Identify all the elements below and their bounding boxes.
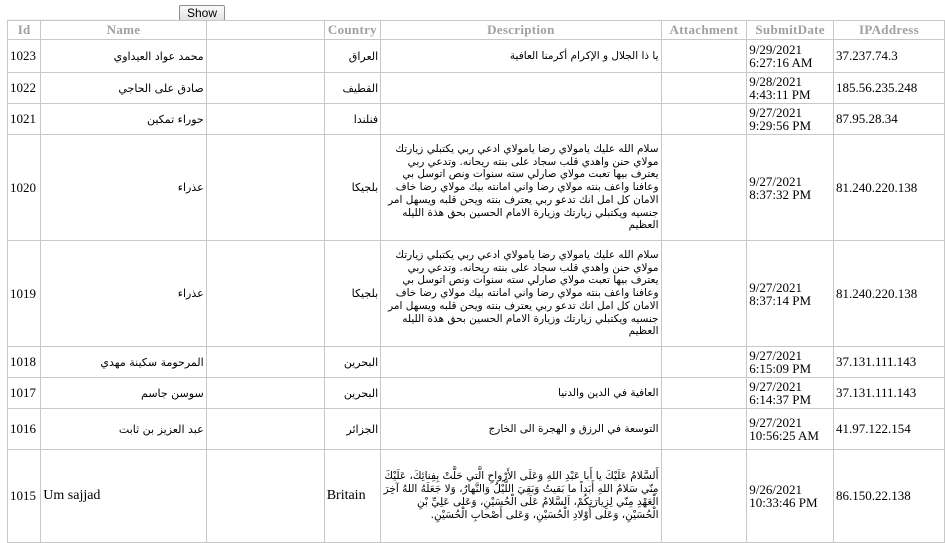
submit-date-day: 9/27/2021 xyxy=(749,279,802,295)
top-toolbar xyxy=(0,0,945,20)
cell-submit-date xyxy=(747,135,834,241)
table-row xyxy=(8,241,945,347)
cell-blank xyxy=(206,135,324,241)
cell-description xyxy=(381,73,661,104)
submit-date-day: 9/27/2021 xyxy=(749,415,802,430)
cell-name: سوسن جاسم xyxy=(41,378,206,409)
cell-name: محمد عواد العيداوي xyxy=(41,40,206,73)
cell-id: 1022 xyxy=(8,73,41,104)
cell-country: القطيف xyxy=(324,73,380,104)
table-row xyxy=(8,73,945,104)
cell-blank xyxy=(206,40,324,73)
cell-ip: 37.237.74.3 xyxy=(834,40,945,73)
column-header-submit-date[interactable]: SubmitDate xyxy=(747,21,834,40)
column-header-ip-address[interactable]: IPAddress xyxy=(834,21,945,40)
cell-submit-date xyxy=(747,450,834,543)
cell-country: البحرين xyxy=(324,378,380,409)
cell-ip: 37.131.111.143 xyxy=(834,347,945,378)
submit-date-day: 9/27/2021 xyxy=(749,379,802,394)
cell-ip: 41.97.122.154 xyxy=(834,409,945,450)
cell-country: العراق xyxy=(324,40,380,73)
cell-attachment xyxy=(661,104,747,135)
table-row xyxy=(8,40,945,73)
submit-date-day: 9/27/2021 xyxy=(749,105,802,120)
cell-submit-date xyxy=(747,409,834,450)
cell-ip: 81.240.220.138 xyxy=(834,135,945,241)
submissions-table xyxy=(7,20,945,543)
cell-name: عذراء xyxy=(41,135,206,241)
cell-submit-date xyxy=(747,241,834,347)
cell-ip: 37.131.111.143 xyxy=(834,378,945,409)
cell-name: Um sajjad xyxy=(41,450,206,543)
table-row xyxy=(8,378,945,409)
cell-name: عبد العزيز بن ثابت xyxy=(41,409,206,450)
cell-id: 1019 xyxy=(8,241,41,347)
cell-attachment xyxy=(661,40,747,73)
cell-attachment xyxy=(661,409,747,450)
table-row xyxy=(8,104,945,135)
submit-date-day: 9/29/2021 xyxy=(749,42,802,57)
cell-name: صادق على الحاجي xyxy=(41,73,206,104)
submit-date-time: 10:56:25 AM xyxy=(749,428,819,443)
table-header-row xyxy=(8,21,945,40)
cell-name: المرحومة سكينة مهدي xyxy=(41,347,206,378)
cell-blank xyxy=(206,409,324,450)
column-header-country[interactable]: Country xyxy=(324,21,380,40)
cell-submit-date xyxy=(747,73,834,104)
submit-date-day: 9/26/2021 xyxy=(749,482,802,497)
cell-country: بلجيكا xyxy=(324,135,380,241)
submit-date-day: 9/28/2021 xyxy=(749,74,802,89)
cell-blank xyxy=(206,347,324,378)
cell-id: 1015 xyxy=(8,450,41,543)
submit-date-day: 9/27/2021 xyxy=(749,348,802,363)
submit-date-time: 6:27:16 AM xyxy=(749,55,813,70)
cell-attachment xyxy=(661,378,747,409)
submit-date-time: 6:14:37 PM xyxy=(749,392,812,407)
cell-attachment xyxy=(661,135,747,241)
cell-id: 1023 xyxy=(8,40,41,73)
cell-attachment xyxy=(661,450,747,543)
cell-id: 1021 xyxy=(8,104,41,135)
cell-ip: 81.240.220.138 xyxy=(834,241,945,347)
cell-name: حوراء تمكين xyxy=(41,104,206,135)
show-button[interactable]: Show xyxy=(179,5,225,21)
cell-country: بلجيكا xyxy=(324,241,380,347)
table-row xyxy=(8,450,945,543)
submit-date-time: 8:37:14 PM xyxy=(749,292,812,308)
cell-blank xyxy=(206,378,324,409)
cell-country: Britain xyxy=(324,450,380,543)
submit-date-time: 9:29:56 PM xyxy=(749,118,812,133)
table-row xyxy=(8,347,945,378)
cell-description: أَلسَّلامُ عَلَيْكَ يا أَبا عَبْدِ اللهِ وَعَلَى الأَرْواحِ الَّتي حَلَّتْ بِفِنائِكَ، عَلَيْكَ مِنّي سَلامُ اللهِ أَبَداً ما بَقيتُ وَبَقِيَ اللَّيْلُ وَالنَّهارُ، وَلا جَعَلَهُ اللهُ آخِرَ الْعَهْدِ مِنّي لِزِيارَتِكُمْ، اَلسَّلامُ عَلَى الْحُسَيْنِ، وَعَلى عَلِيِّ بْنِ الْحُسَيْنِ، وَعَلى أَوْلادِ الْحُسَيْنِ، وَعَلى أَصْحابِ الْحُسَيْنِ. xyxy=(381,450,661,543)
cell-blank xyxy=(206,450,324,543)
cell-description: التوسعة في الرزق و الهجرة الى الخارج xyxy=(381,409,661,450)
column-header-name[interactable]: Name xyxy=(41,21,206,40)
submit-date-time: 4:43:11 PM xyxy=(749,87,811,102)
column-header-description[interactable]: Description xyxy=(381,21,661,40)
cell-name: عذراء xyxy=(41,241,206,347)
cell-submit-date xyxy=(747,40,834,73)
cell-id: 1017 xyxy=(8,378,41,409)
column-header-blank xyxy=(206,21,324,40)
column-header-id[interactable]: Id xyxy=(8,21,41,40)
cell-attachment xyxy=(661,347,747,378)
cell-description: يا ذا الجلال و الإكرام أكرمنا العافية xyxy=(381,40,661,73)
cell-id: 1016 xyxy=(8,409,41,450)
cell-country: الجزائر xyxy=(324,409,380,450)
cell-country: فنلندا xyxy=(324,104,380,135)
table-row xyxy=(8,409,945,450)
cell-country: البحرين xyxy=(324,347,380,378)
cell-description xyxy=(381,104,661,135)
cell-id: 1018 xyxy=(8,347,41,378)
cell-attachment xyxy=(661,73,747,104)
cell-blank xyxy=(206,104,324,135)
table-row xyxy=(8,135,945,241)
cell-id: 1020 xyxy=(8,135,41,241)
submit-date-time: 10:33:46 PM xyxy=(749,495,818,510)
cell-description xyxy=(381,347,661,378)
cell-ip: 87.95.28.34 xyxy=(834,104,945,135)
cell-ip: 185.56.235.248 xyxy=(834,73,945,104)
filter-area xyxy=(6,5,176,20)
cell-attachment xyxy=(661,241,747,347)
cell-ip: 86.150.22.138 xyxy=(834,450,945,543)
submit-date-time: 8:37:32 PM xyxy=(749,186,812,202)
column-header-attachment[interactable]: Attachment xyxy=(661,21,747,40)
cell-blank xyxy=(206,241,324,347)
cell-blank xyxy=(206,73,324,104)
cell-submit-date xyxy=(747,104,834,135)
cell-description: العافية في الدين والدنيا xyxy=(381,378,661,409)
cell-submit-date xyxy=(747,378,834,409)
cell-description: سلام الله عليك يامولاي رضا يامولاي ادعي ربي يكتبلي زيارتك مولاي حنن واهدي قلب سجاد على بنته ريحانه. وتدعي ربي يعترف بيها تعبت مولاي صارلي سته سنوات ونص اتوسل بي وعافنا واعف بنته مولاي رضا واني امانته بيك مولاي رضا خاف الامان كل امل انك تدعو ربي يعترف بنته ويحن قلبه ويسهل امر جنسيه ويكتبلي زيارتك وزيارة الامام الحسين بحق هذة الليله العظيم xyxy=(381,135,661,241)
submit-date-day: 9/27/2021 xyxy=(749,173,802,189)
cell-submit-date xyxy=(747,347,834,378)
submit-date-time: 6:15:09 PM xyxy=(749,361,812,376)
cell-description: سلام الله عليك يامولاي رضا يامولاي ادعي ربي يكتبلي زيارتك مولاي حنن واهدي قلب سجاد على بنته ريحانه. وتدعي ربي يعترف بيها تعبت مولاي صارلي سته سنوات ونص اتوسل بي وعافنا واعف بنته مولاي رضا واني امانته بيك مولاي رضا خاف الامان كل امل انك تدعو ربي يعترف بنته ويحن قلبه ويسهل امر جنسيه ويكتبلي زيارتك وزيارة الامام الحسين بحق هذة الليله العظيم xyxy=(381,241,661,347)
